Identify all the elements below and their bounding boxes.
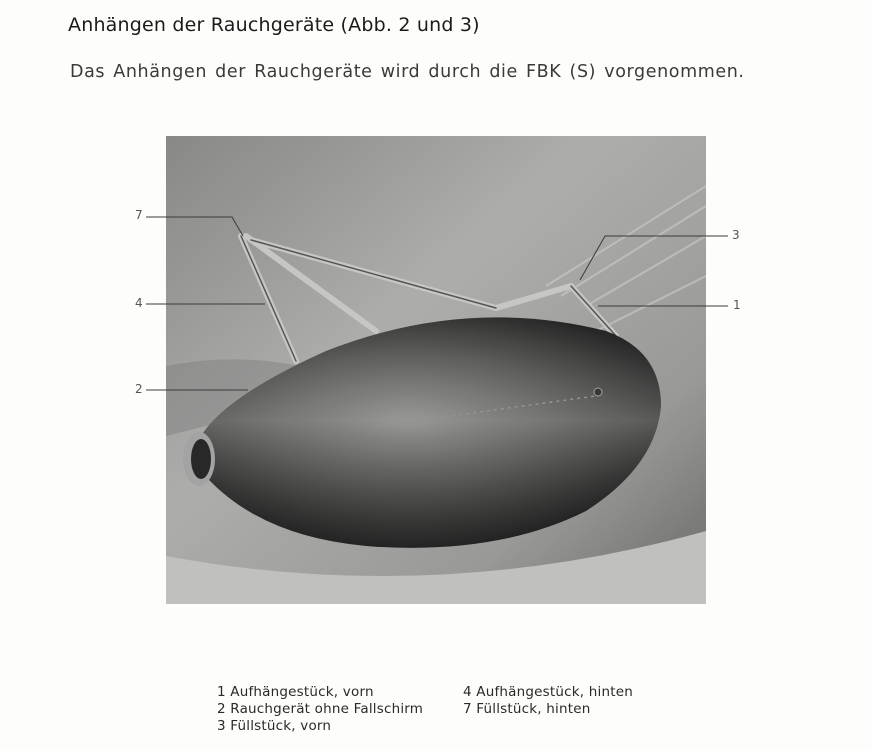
section-heading: Anhängen der Rauchgeräte (Abb. 2 und 3) [68,14,480,36]
figure-photo [166,136,706,604]
legend-item-1: 1 Aufhängestück, vorn [217,684,374,700]
callout-1: 1 [733,298,741,312]
legend-right-column [463,684,633,718]
legend-item-4: 4 Aufhängestück, hinten [463,684,634,700]
legend-item-7: 7 Füllstück, hinten [463,701,591,717]
legend-left-column [217,684,423,735]
legend-item-2: 2 Rauchgerät ohne Fallschirm [217,701,424,717]
callout-3: 3 [732,228,740,242]
legend-item-3: 3 Füllstück, vorn [217,718,332,734]
callout-4: 4 [135,296,143,310]
callout-7: 7 [135,208,143,222]
intro-paragraph: Das Anhängen der Rauchgeräte wird durch die FBK (S) vorgenommen. [70,62,745,82]
callout-2: 2 [135,382,143,396]
